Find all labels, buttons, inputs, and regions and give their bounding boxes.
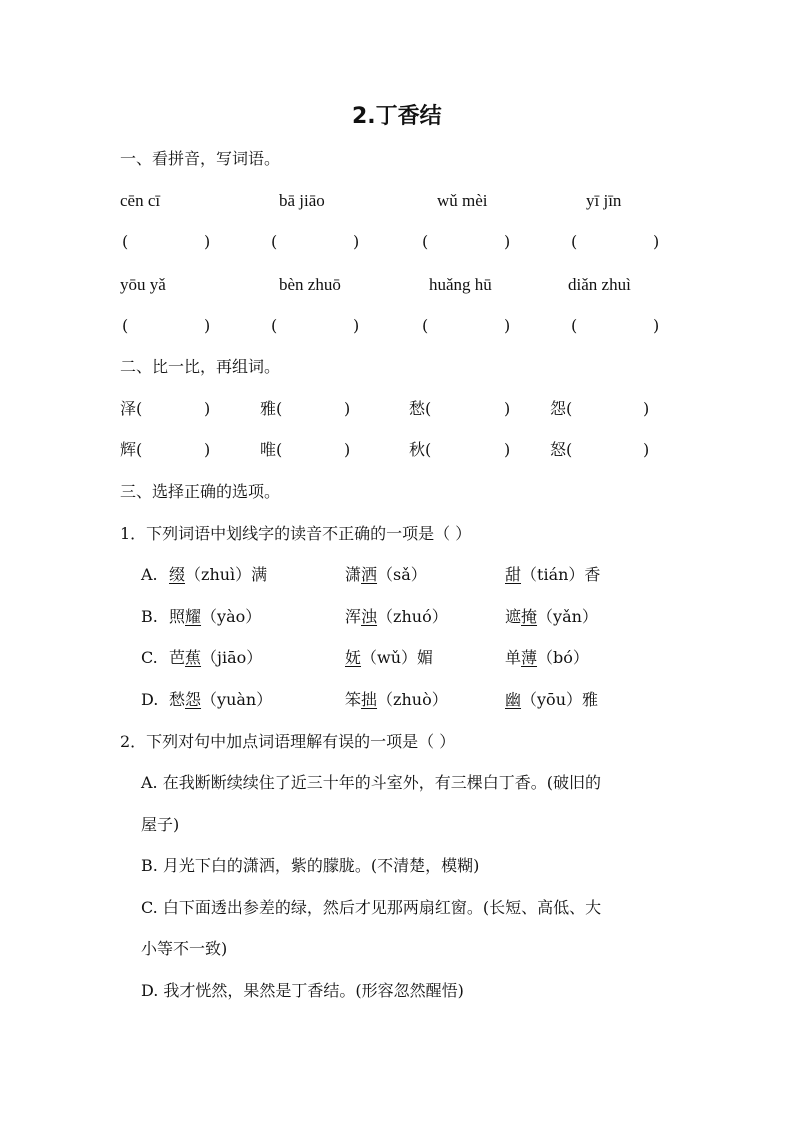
compare-close: ) [504,440,511,459]
word-rest: （sǎ） [377,565,427,584]
compare-char: 怨( [550,399,573,418]
underlined-char: 拙 [361,690,378,709]
compare-char: 怒( [550,440,573,459]
q2-option-a-cont: 屋子) [141,815,180,834]
word-rest: （yuàn） [201,690,273,709]
option-letter: B. [141,607,158,626]
q2-option-b: B. 月光下白的潇洒，紫的朦胧。(不清楚，模糊) [141,856,480,875]
compare-close: ) [344,440,351,459]
compare-close: ) [204,440,211,459]
word-rest: （tián）香 [521,565,601,584]
compare-char: 泽( [120,399,143,418]
blank-close: ) [504,316,511,335]
word-rest: （wǔ）媚 [361,648,434,667]
question-2-stem: 2．下列对句中加点词语理解有误的一项是（ ） [120,732,456,751]
underlined-char: 怨 [185,690,202,709]
blank-close: ) [653,232,660,251]
blank-open: ( [571,316,578,335]
blank-close: ) [353,232,360,251]
pinyin-huanghu: huǎng hū [429,275,492,294]
word-prefix: 芭 [169,648,186,667]
blank-close: ) [204,316,211,335]
underlined-char: 浊 [361,607,378,626]
option-word [505,648,589,668]
option-word [345,607,448,627]
underlined-char: 掩 [521,607,538,626]
word-rest: （yōu）雅 [521,690,598,709]
blank-open: ( [122,316,129,335]
word-prefix: 潇 [345,565,362,584]
compare-char: 唯( [260,440,283,459]
word-rest: （jiāo） [201,648,263,667]
underlined-char: 甜 [505,565,522,584]
word-rest: （zhuó） [377,607,448,626]
compare-close: ) [643,440,650,459]
compare-char: 秋( [409,440,432,459]
pinyin-dianzhui: diǎn zhuì [568,275,631,294]
option-letter: D. [141,690,159,709]
compare-close: ) [504,399,511,418]
compare-close: ) [344,399,351,418]
word-prefix: 照 [169,607,186,626]
blank-open: ( [271,232,278,251]
compare-close: ) [643,399,650,418]
option-word [345,690,448,710]
blank-open: ( [122,232,129,251]
underlined-char: 耀 [185,607,202,626]
section3-heading: 三、选择正确的选项。 [120,482,281,501]
pinyin-benzhuo: bèn zhuō [279,275,341,294]
word-rest: （yào） [201,607,262,626]
blank-close: ) [353,316,360,335]
blank-open: ( [422,316,429,335]
word-rest: （yǎn） [537,607,598,626]
option-letter: A. [141,565,158,584]
blank-close: ) [653,316,660,335]
question-1-stem: 1．下列词语中划线字的读音不正确的一项是（ ） [120,524,472,543]
option-word [169,690,272,710]
option-word [169,565,267,585]
blank-open: ( [271,316,278,335]
option-word [345,565,427,585]
section2-heading: 二、比一比，再组词。 [120,357,281,376]
pinyin-cenci: cēn cī [120,191,161,210]
word-prefix: 遮 [505,607,522,626]
pinyin-bajiao: bā jiāo [279,191,325,210]
pinyin-yijin: yī jīn [586,191,622,210]
word-rest: （zhuì）满 [185,565,268,584]
compare-char: 辉( [120,440,143,459]
pinyin-youya: yōu yǎ [120,275,166,294]
word-prefix: 笨 [345,690,362,709]
option-word [505,565,600,585]
compare-char: 雅( [260,399,283,418]
underlined-char: 妩 [345,648,362,667]
word-rest: （zhuò） [377,690,448,709]
option-word [169,607,261,627]
blank-close: ) [204,232,211,251]
option-word [505,690,598,710]
compare-char: 愁( [409,399,432,418]
underlined-char: 薄 [521,648,538,667]
q2-option-c: C. 白下面透出参差的绿，然后才见那两扇红窗。(长短、高低、大 [141,898,602,917]
word-prefix: 愁 [169,690,186,709]
page-title: 2.丁香结 [352,104,442,129]
q2-option-d: D. 我才恍然，果然是丁香结。(形容忽然醒悟) [141,981,464,1000]
option-word [169,648,262,668]
word-prefix: 浑 [345,607,362,626]
blank-open: ( [571,232,578,251]
underlined-char: 幽 [505,690,522,709]
word-rest: （bó） [537,648,589,667]
q2-option-c-cont: 小等不一致) [141,939,228,958]
word-prefix: 单 [505,648,522,667]
underlined-char: 缀 [169,565,186,584]
option-letter: C. [141,648,158,667]
underlined-char: 洒 [361,565,378,584]
option-word [345,648,433,668]
compare-close: ) [204,399,211,418]
pinyin-wumei: wǔ mèi [437,191,488,210]
blank-close: ) [504,232,511,251]
option-word [505,607,598,627]
q2-option-a: A. 在我断断续续住了近三十年的斗室外，有三棵白丁香。(破旧的 [141,773,601,792]
blank-open: ( [422,232,429,251]
section1-heading: 一、看拼音，写词语。 [120,149,281,168]
underlined-char: 蕉 [185,648,202,667]
